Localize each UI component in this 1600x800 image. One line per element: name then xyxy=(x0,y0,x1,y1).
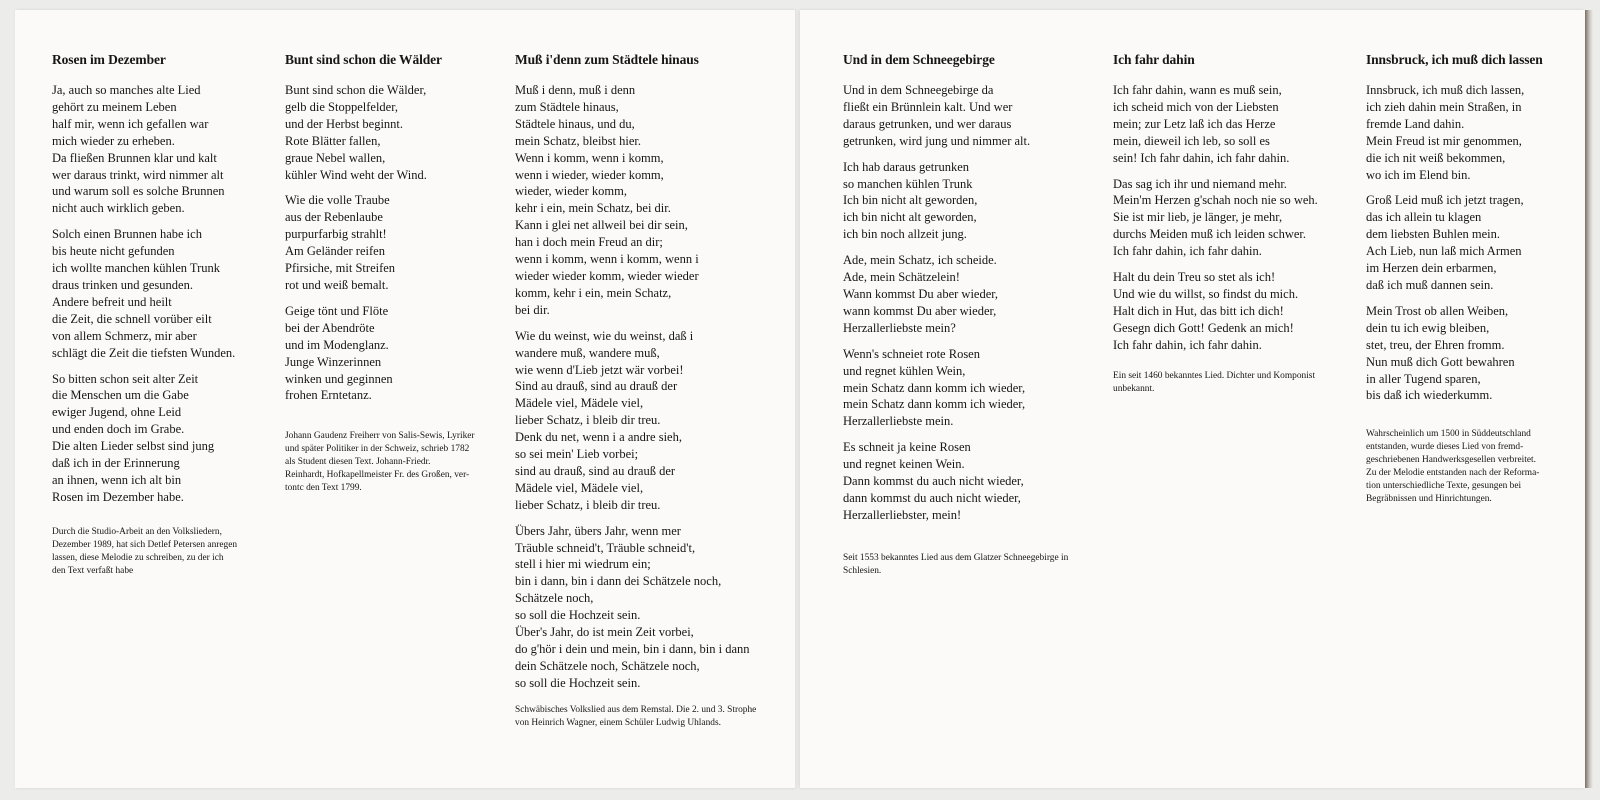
lyric-line: schlägt die Zeit die tiefsten Wunden. xyxy=(52,345,236,360)
footnote-line: Zu der Melodie entstanden nach der Reforma- xyxy=(1366,468,1540,479)
song-title: Innsbruck, ich muß dich lassen xyxy=(1366,52,1543,67)
lyric-line: aus der Rebenlaube xyxy=(285,210,383,225)
lyric-line: Pfirsiche, mit Streifen xyxy=(285,261,396,276)
stanza xyxy=(285,82,490,183)
lyric-line: und regnet kühlen Wein, xyxy=(843,363,966,378)
lyric-line: Nun muß dich Gott bewahren xyxy=(1366,354,1515,369)
lyric-line: frohen Erntetanz. xyxy=(285,388,372,403)
lyric-line: Übers Jahr, übers Jahr, wenn mer xyxy=(515,523,681,538)
lyric-line: draus trinken und gesunden. xyxy=(52,277,193,292)
song-footnote xyxy=(1113,370,1358,396)
lyric-line: Ich fahr dahin, ich fahr dahin. xyxy=(1113,244,1262,259)
lyric-line: ewiger Jugend, ohne Leid xyxy=(52,405,182,420)
lyric-line: wo ich im Elend bin. xyxy=(1366,167,1471,182)
stanza xyxy=(1113,269,1358,354)
lyric-line: Mein Freud ist mir genommen, xyxy=(1366,133,1522,148)
lyric-line: komm, kehr i ein, mein Schatz, xyxy=(515,285,672,300)
footnote-line: Johann Gaudenz Freiherr von Salis-Sewis, Lyriker xyxy=(285,431,475,442)
lyric-line: dein Schätzele noch, Schätzele noch, xyxy=(515,658,700,673)
lyric-line: do g'hör i dein und mein, bin i dann, bin i dann xyxy=(515,642,750,656)
lyric-line: bis heute nicht gefunden xyxy=(52,244,175,259)
lyric-line: Ich hab daraus getrunken xyxy=(843,159,969,174)
lyric-line: und im Modenglanz. xyxy=(285,337,389,352)
lyric-line: Mein'm Herzen g'schah noch nie so weh. xyxy=(1113,193,1318,208)
lyric-line: bin i dann, bin i dann dei Schätzele noch, xyxy=(515,574,722,589)
song-title: Ich fahr dahin xyxy=(1113,52,1195,67)
footnote-line: tontc den Text 1799. xyxy=(285,483,362,494)
lyric-line: dann kommst du auch nicht wieder, xyxy=(843,490,1021,505)
footnote-line: tion unterschiedliche Texte, gesungen bei xyxy=(1366,481,1522,492)
lyric-line: mich wieder zu erheben. xyxy=(52,133,175,148)
lyric-line: Ade, mein Schatz, ich scheide. xyxy=(843,253,997,268)
footnote-line: Begräbnissen und Hinrichtungen. xyxy=(1366,494,1492,505)
footnote-line: Wahrscheinlich um 1500 in Süddeutschland xyxy=(1366,429,1531,440)
lyric-line: lieber Schatz, i bleib dir treu. xyxy=(515,497,661,512)
lyric-line: ich bin noch allzeit jung. xyxy=(843,227,967,242)
song-title: Muß i'denn zum Städtele hinaus xyxy=(515,52,699,67)
lyric-line: stell i hier mi wiedrum ein; xyxy=(515,557,651,572)
footnote-line: unbekannt. xyxy=(1113,383,1155,394)
lyric-line: Herzallerliebste mein? xyxy=(843,320,956,335)
footnote-line: Schlesien. xyxy=(843,565,882,576)
footnote-line: als Student diesen Text. Johann-Friedr. xyxy=(285,457,431,468)
song-column xyxy=(1113,52,1358,396)
lyric-line: ich zieh dahin mein Straßen, in xyxy=(1366,99,1522,114)
footnote-line: geschriebenen Handwerksgesellen verbreitet. xyxy=(1366,455,1536,466)
lyric-line: durchs Meiden muß ich leiden schwer. xyxy=(1113,227,1307,242)
lyric-line: Herzallerliebster, mein! xyxy=(843,507,962,522)
song-footnote xyxy=(1366,428,1581,506)
lyric-line: mein; zur Letz laß ich das Herze xyxy=(1113,116,1276,131)
lyric-line: Da fließen Brunnen klar und kalt xyxy=(52,150,217,165)
lyric-line: Ade, mein Schätzelein! xyxy=(843,270,960,285)
stanza xyxy=(515,328,780,514)
lyric-line: ich bin nicht alt geworden, xyxy=(843,210,977,225)
footnote-line: Durch die Studio-Arbeit an den Volksliedern, xyxy=(52,526,222,537)
song-column xyxy=(843,52,1088,578)
lyric-line: getrunken, wird jung und nimmer alt. xyxy=(843,133,1031,148)
stanza xyxy=(52,82,267,217)
lyric-line: so sei mein' Lieb vorbei; xyxy=(515,447,639,462)
stanza xyxy=(285,303,490,404)
song-column xyxy=(515,52,780,730)
lyric-line: Wenn i komm, wenn i komm, xyxy=(515,150,664,165)
lyric-line: und warum soll es solche Brunnen xyxy=(52,184,225,199)
lyric-line: das ich allein tu klagen xyxy=(1366,210,1482,225)
song-column xyxy=(52,52,267,578)
lyric-line: Sie ist mir lieb, je länger, je mehr, xyxy=(1113,210,1283,225)
lyric-line: Sind au drauß, sind au drauß der xyxy=(515,379,678,394)
stanza xyxy=(843,439,1088,524)
lyric-line: wandere muß, wandere muß, xyxy=(515,345,660,360)
lyric-line: zum Städtele hinaus, xyxy=(515,99,619,114)
lyric-line: wie wenn d'Lieb jetzt wär vorbei! xyxy=(515,362,684,377)
lyric-line: so soll die Hochzeit sein. xyxy=(515,608,641,623)
lyric-line: kehr i ein, mein Schatz, bei dir. xyxy=(515,201,671,216)
lyric-line: Herzallerliebste mein. xyxy=(843,414,954,429)
lyric-line: ich wollte manchen kühlen Trunk xyxy=(52,261,221,276)
lyric-line: an ihnen, wenn ich alt bin xyxy=(52,472,182,487)
lyric-line: bei der Abendröte xyxy=(285,320,375,335)
stanza xyxy=(1366,192,1581,293)
lyric-line: Halt du dein Treu so stet als ich! xyxy=(1113,270,1276,285)
lyric-line: Dann kommst du auch nicht wieder, xyxy=(843,474,1024,489)
lyric-line: Wie du weinst, wie du weinst, daß i xyxy=(515,328,694,343)
lyric-line: mein, dieweil ich leb, so soll es xyxy=(1113,133,1270,148)
lyric-line: daß ich in der Erinnerung xyxy=(52,456,180,471)
lyric-line: Am Geländer reifen xyxy=(285,244,385,259)
lyric-line: die Menschen um die Gabe xyxy=(52,388,189,403)
lyric-line: Wann kommst Du aber wieder, xyxy=(843,286,999,301)
booklet-edge xyxy=(1585,10,1593,788)
lyric-line: daß ich muß dannen sein. xyxy=(1366,277,1494,292)
lyric-line: Ich bin nicht alt geworden, xyxy=(843,193,978,208)
lyric-line: Solch einen Brunnen habe ich xyxy=(52,227,202,242)
lyric-line: Schätzele noch, xyxy=(515,591,594,606)
lyric-line: bis daß ich wiederkumm. xyxy=(1366,388,1493,403)
song-column xyxy=(1366,52,1581,506)
lyric-line: Denk du net, wenn i a andre sieh, xyxy=(515,430,682,445)
footnote-line: Reinhardt, Hofkapellmeister Fr. des Großen, ver- xyxy=(285,470,470,481)
lyric-line: daraus getrunken, und wer daraus xyxy=(843,116,1012,131)
stanza xyxy=(843,159,1088,244)
footnote-line: Ein seit 1460 bekanntes Lied. Dichter und Komponist xyxy=(1113,370,1316,381)
lyric-line: wann kommst Du aber wieder, xyxy=(843,303,997,318)
lyric-line: nicht auch wirklich geben. xyxy=(52,201,185,216)
lyric-line: Muß i denn, muß i denn xyxy=(515,83,636,97)
stanza xyxy=(285,192,490,293)
song-footnote xyxy=(285,430,490,495)
lyric-line: dem liebsten Buhlen mein. xyxy=(1366,227,1501,242)
song-footnote xyxy=(52,526,267,578)
song-title: Bunt sind schon die Wälder xyxy=(285,52,442,67)
stanza xyxy=(1366,82,1581,183)
stanza xyxy=(1366,303,1581,404)
lyric-line: gehört zu meinem Leben xyxy=(52,99,177,114)
lyric-line: Städtele hinaus, und du, xyxy=(515,116,635,131)
lyric-line: die ich nit weiß bekommen, xyxy=(1366,150,1506,165)
lyric-line: wieder, wieder komm, xyxy=(515,184,627,199)
lyric-line: Mädele viel, Mädele viel, xyxy=(515,480,644,495)
lyric-line: Und in dem Schneegebirge da xyxy=(843,83,994,97)
lyric-line: winken und geginnen xyxy=(285,371,393,386)
lyric-line: lieber Schatz, i bleib dir treu. xyxy=(515,413,661,428)
lyric-line: Über's Jahr, do ist mein Zeit vorbei, xyxy=(515,625,694,640)
lyric-line: kühler Wind weht der Wind. xyxy=(285,167,427,182)
lyric-line: rot und weiß bemalt. xyxy=(285,277,389,292)
footnote-line: den Text verfaßt habe xyxy=(52,565,134,576)
lyric-line: im Herzen dein erbarmen, xyxy=(1366,261,1497,276)
lyric-line: Wie die volle Traube xyxy=(285,193,390,208)
lyric-line: in aller Tugend sparen, xyxy=(1366,371,1481,386)
lyric-line: Innsbruck, ich muß dich lassen, xyxy=(1366,83,1525,97)
lyric-line: Rosen im Dezember habe. xyxy=(52,489,184,504)
lyric-line: mein Schatz dann komm ich wieder, xyxy=(843,380,1026,395)
lyric-line: Das sag ich ihr und niemand mehr. xyxy=(1113,176,1287,191)
song-title: Rosen im Dezember xyxy=(52,52,166,67)
lyric-line: graue Nebel wallen, xyxy=(285,150,386,165)
footnote-line: Seit 1553 bekanntes Lied aus dem Glatzer Schneegebirge in xyxy=(843,552,1069,563)
lyric-line: so soll die Hochzeit sein. xyxy=(515,675,641,690)
lyric-line: Junge Winzerinnen xyxy=(285,354,382,369)
footnote-line: entstanden, wurde dieses Lied von fremd- xyxy=(1366,442,1524,453)
lyric-line: Es schneit ja keine Rosen xyxy=(843,440,971,455)
lyric-line: so manchen kühlen Trunk xyxy=(843,176,973,191)
lyric-line: von allem Schmerz, mir aber xyxy=(52,328,197,343)
lyric-line: wieder wieder komm, wieder wieder xyxy=(515,268,699,283)
lyric-line: gelb die Stoppelfelder, xyxy=(285,99,399,114)
lyric-line: Andere befreit und heilt xyxy=(52,294,172,309)
footnote-line: und später Politiker in der Schweiz, schrieb 1782 xyxy=(285,444,470,455)
lyric-line: purpurfarbig strahlt! xyxy=(285,227,387,242)
lyric-line: stet, treu, der Ehren fromm. xyxy=(1366,337,1505,352)
lyric-line: Bunt sind schon die Wälder, xyxy=(285,83,427,97)
stanza xyxy=(843,346,1088,431)
lyric-line: wer daraus trinkt, wird nimmer alt xyxy=(52,167,224,182)
lyric-line: ich scheid mich von der Liebsten xyxy=(1113,99,1279,114)
lyric-line: half mir, wenn ich gefallen war xyxy=(52,116,209,131)
lyric-line: sind au drauß, sind au drauß der xyxy=(515,463,676,478)
stanza xyxy=(843,82,1088,150)
footnote-line: Schwäbisches Volkslied aus dem Remstal. Die 2. und 3. Strophe xyxy=(515,704,757,715)
song-column xyxy=(285,52,490,495)
song-footnote xyxy=(515,704,780,730)
lyric-line: fließt ein Brünnlein kalt. Und wer xyxy=(843,99,1013,114)
stanza xyxy=(843,252,1088,337)
lyric-line: sein! Ich fahr dahin, ich fahr dahin. xyxy=(1113,150,1290,165)
lyric-line: Mein Trost ob allen Weiben, xyxy=(1366,303,1509,318)
lyric-line: Kann i glei net allweil bei dir sein, xyxy=(515,218,688,233)
lyric-line: Rote Blätter fallen, xyxy=(285,133,381,148)
footnote-line: Dezember 1989, hat sich Detlef Petersen anregen xyxy=(52,539,238,550)
stanza xyxy=(515,523,780,692)
stanza xyxy=(1113,176,1358,261)
stanza xyxy=(515,82,780,319)
lyric-line: fremde Land dahin. xyxy=(1366,116,1465,131)
lyric-line: Geige tönt und Flöte xyxy=(285,303,389,318)
lyric-line: Wenn's schneiet rote Rosen xyxy=(843,346,980,361)
lyric-line: Die alten Lieder selbst sind jung xyxy=(52,439,215,454)
lyric-line: Gesegn dich Gott! Gedenk an mich! xyxy=(1113,320,1294,335)
footnote-line: lassen, diese Melodie zu schreiben, zu der ich xyxy=(52,552,224,563)
lyric-line: han i doch mein Freud an dir; xyxy=(515,235,663,250)
lyric-line: wenn i wieder, wieder komm, xyxy=(515,167,664,182)
lyric-line: wenn i komm, wenn i komm, wenn i xyxy=(515,252,699,267)
footnote-line: von Heinrich Wagner, einem Schüler Ludwig Uhlands. xyxy=(515,717,721,728)
lyric-line: und der Herbst beginnt. xyxy=(285,116,404,131)
lyric-line: die Zeit, die schnell vorüber eilt xyxy=(52,311,212,326)
lyric-line: Halt dich in Hut, das bitt ich dich! xyxy=(1113,303,1284,318)
song-footnote xyxy=(843,552,1088,578)
lyric-line: und enden doch im Grabe. xyxy=(52,422,185,437)
song-title: Und in dem Schneegebirge xyxy=(843,52,995,67)
lyric-line: So bitten schon seit alter Zeit xyxy=(52,371,199,386)
stanza xyxy=(52,371,267,506)
lyric-line: mein Schatz, bleibst hier. xyxy=(515,133,642,148)
stanza xyxy=(1113,82,1358,167)
lyric-line: dein tu ich ewig bleiben, xyxy=(1366,320,1490,335)
lyric-line: Träuble schneid't, Träuble schneid't, xyxy=(515,540,696,555)
lyric-line: Ach Lieb, nun laß mich Armen xyxy=(1366,244,1522,259)
lyric-line: bei dir. xyxy=(515,302,550,317)
lyric-line: Ja, auch so manches alte Lied xyxy=(52,83,201,97)
lyric-line: Groß Leid muß ich jetzt tragen, xyxy=(1366,193,1524,208)
lyric-line: Mädele viel, Mädele viel, xyxy=(515,396,644,411)
lyric-line: Ich fahr dahin, ich fahr dahin. xyxy=(1113,337,1262,352)
lyric-line: mein Schatz dann komm ich wieder, xyxy=(843,397,1026,412)
lyric-line: und regnet keinen Wein. xyxy=(843,457,965,472)
lyric-line: Ich fahr dahin, wann es muß sein, xyxy=(1113,83,1282,97)
lyric-line: Und wie du willst, so findst du mich. xyxy=(1113,286,1299,301)
stanza xyxy=(52,226,267,361)
